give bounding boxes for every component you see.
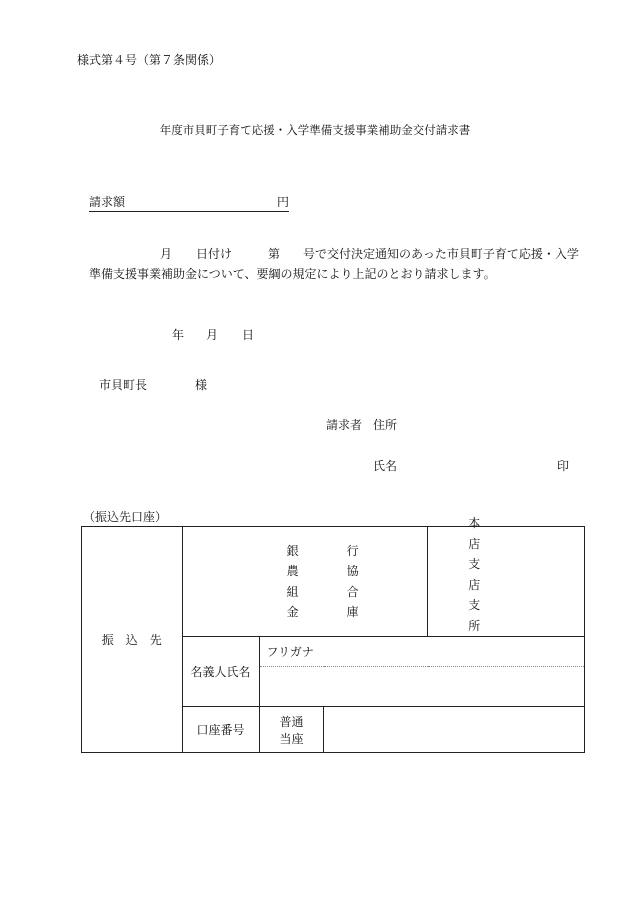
body-line-2: 準備支援事業補助金について、要綱の規定により上記のとおり請求します。: [89, 267, 496, 281]
bank-name-cell[interactable]: [182, 527, 428, 637]
claimant-label: 請求者: [326, 418, 363, 432]
furigana-cell[interactable]: [259, 637, 585, 667]
date-year: 年: [172, 328, 185, 342]
claimant-address-label: 住所: [373, 418, 398, 432]
bank-type-union: 組 合: [286, 584, 377, 599]
account-number-label: 口座番号: [196, 723, 245, 737]
addressee-honorific: 様: [195, 378, 208, 392]
bank-type-agri-coop: 農 協: [286, 564, 377, 578]
body-number-prefix: 第: [268, 247, 281, 261]
body-day-dated: 日付け: [196, 247, 233, 261]
holder-name-input[interactable]: [259, 667, 585, 707]
body-line1-tail: 号で交付決定通知のあった市貝町子育て応援・入学: [303, 247, 579, 261]
furigana-label: フリガナ: [266, 645, 314, 659]
addressee-mayor: 市貝町長: [99, 378, 148, 392]
holder-name-label: 名義人氏名: [190, 665, 251, 679]
seal-mark: 印: [557, 459, 570, 473]
account-section-label: （振込先口座）: [83, 510, 168, 524]
branch-type-list: [468, 513, 528, 636]
request-amount-unit: 円: [276, 195, 289, 209]
branch-name-cell[interactable]: [428, 516, 585, 637]
branch-type-office: 支 所: [468, 598, 521, 633]
claimant-name-label: 氏名: [373, 459, 398, 473]
bank-type-bank: 銀 行: [286, 543, 377, 558]
account-number-input[interactable]: [324, 707, 585, 753]
bank-type-credit: 金 庫: [286, 605, 377, 619]
transfer-label: 振 込 先: [101, 633, 162, 647]
transfer-label-cell: [82, 527, 183, 753]
account-number-label-cell: [182, 707, 259, 753]
account-type-current[interactable]: 当座: [259, 730, 324, 753]
form-number: 様式第４号（第７条関係）: [77, 53, 222, 67]
date-month: 月: [206, 328, 219, 342]
date-day: 日: [242, 328, 255, 342]
account-type-ordinary[interactable]: 普通: [259, 707, 324, 730]
holder-name-label-cell: [182, 637, 259, 707]
bank-type-list: [283, 541, 377, 623]
request-amount-line: [89, 196, 289, 212]
body-month: 月: [160, 247, 173, 261]
document-title: 年度市貝町子育て応援・入学準備支援事業補助金交付請求書: [159, 123, 471, 137]
branch-type-branch: 支 店: [468, 557, 521, 592]
request-amount-label: 請求額: [89, 195, 126, 209]
branch-type-head: 本 店: [468, 516, 521, 551]
